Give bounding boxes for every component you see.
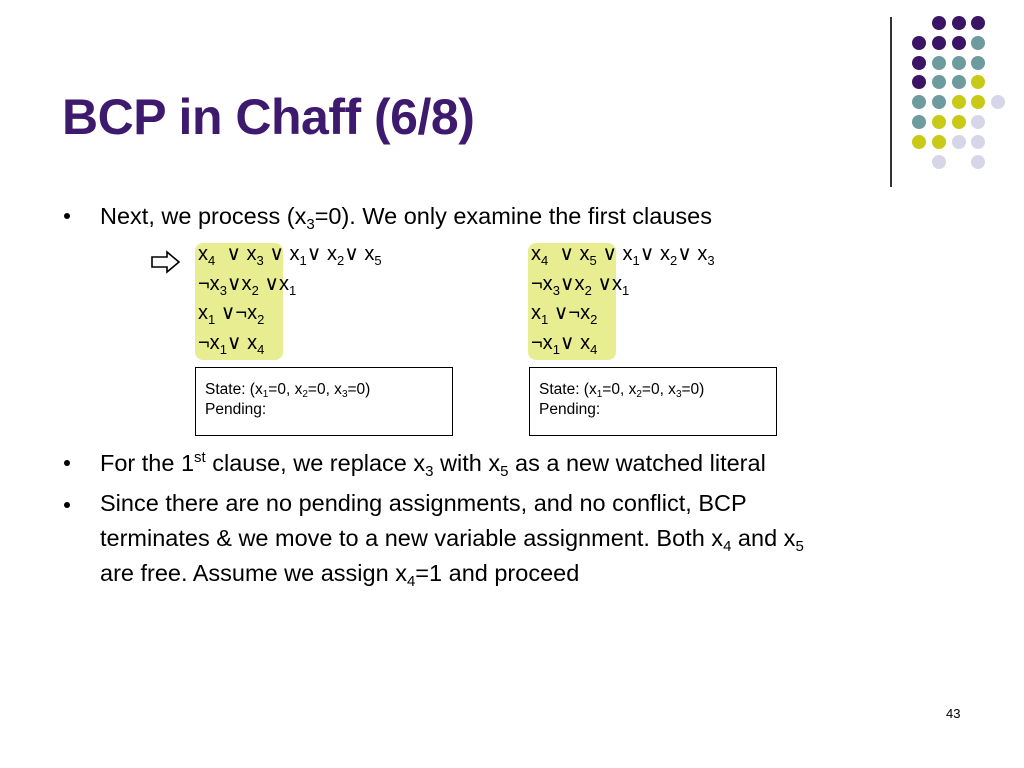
decorative-dot xyxy=(952,115,966,129)
state-line: State: ($x_1=0$, $x_2=0$, $x_3=0$) xyxy=(205,381,371,400)
decorative-dot xyxy=(932,16,946,30)
decorative-dot xyxy=(952,75,966,89)
clause-list-left xyxy=(198,240,382,358)
pending-line: Pending: xyxy=(539,401,601,418)
clause-left-2: $\neg x_3\vee x_2$ $\vee x_1$ xyxy=(198,272,297,298)
decorative-dot xyxy=(932,75,946,89)
bullet-2-text: For the 1st clause, we replace $x_3$ with $x_5$ as a new watched literal xyxy=(100,449,766,480)
decorative-dot xyxy=(912,75,926,89)
decorative-dot xyxy=(971,155,985,169)
decorative-dot xyxy=(932,155,946,169)
decorative-dot xyxy=(912,115,926,129)
decorative-dot xyxy=(912,95,926,109)
state-line: State: ($x_1=0$, $x_2=0$, $x_3=0$) xyxy=(539,381,705,400)
decorative-dot xyxy=(952,135,966,149)
decorative-dot xyxy=(912,36,926,50)
decorative-dot xyxy=(952,36,966,50)
decorative-dot xyxy=(971,56,985,70)
clause-left-4: $\neg x_1\vee$ $x_4$ xyxy=(198,331,265,357)
decorative-dot xyxy=(952,16,966,30)
decorative-dot xyxy=(912,56,926,70)
decorative-dot xyxy=(971,95,985,109)
clause-right-2: $\neg x_3\vee x_2$ $\vee x_1$ xyxy=(531,272,630,298)
decorative-dot xyxy=(991,95,1005,109)
decorative-divider xyxy=(890,17,892,187)
decorative-dot xyxy=(912,135,926,149)
bullet-1-text: Next, we process $(x_3=0)$. We only examine the first clauses xyxy=(100,203,712,233)
decorative-dot xyxy=(952,56,966,70)
decorative-dot xyxy=(932,36,946,50)
decorative-dot xyxy=(971,115,985,129)
clause-list-right xyxy=(531,240,715,358)
clause-right-1: $x_4$ ∨ $x_5$ ∨ $x_1\vee$ $x_2\vee$ $x_3$ xyxy=(531,243,715,268)
clause-right-3: $x_1$ $\vee\neg x_2$ xyxy=(531,302,598,327)
decorative-dot xyxy=(932,95,946,109)
decorative-dot xyxy=(952,95,966,109)
page-number: 43 xyxy=(946,706,961,721)
state-box-left xyxy=(195,367,453,436)
bullet-dot xyxy=(64,460,70,466)
clause-left-1: $x_4$ ∨ $x_3$ ∨ $x_1\vee$ $x_2\vee$ $x_5$ xyxy=(198,243,382,268)
slide-title: BCP in Chaff (6/8) xyxy=(62,89,475,145)
decorative-dot xyxy=(932,115,946,129)
decorative-dot xyxy=(971,16,985,30)
decorative-dot xyxy=(971,36,985,50)
bullet-dot xyxy=(64,213,70,219)
decorative-dot xyxy=(932,56,946,70)
state-box-right xyxy=(529,367,777,436)
bullet-3-text: Since there are no pending assignments, and no conflict, BCP terminates & we move to a new variable assignment. Both $x_4$ and $x_5$ are free. Assume we assign $x_4=1$ and proceed xyxy=(100,490,804,590)
decorative-dot xyxy=(971,75,985,89)
clause-right-4: $\neg x_1\vee$ $x_4$ xyxy=(531,331,598,357)
decorative-dot xyxy=(932,135,946,149)
clause-left-3: $x_1$ $\vee\neg x_2$ xyxy=(198,302,265,327)
pending-line: Pending: xyxy=(205,401,267,418)
decorative-dot xyxy=(971,135,985,149)
bullet-dot xyxy=(64,502,70,508)
right-arrow-outline-icon xyxy=(151,250,181,274)
